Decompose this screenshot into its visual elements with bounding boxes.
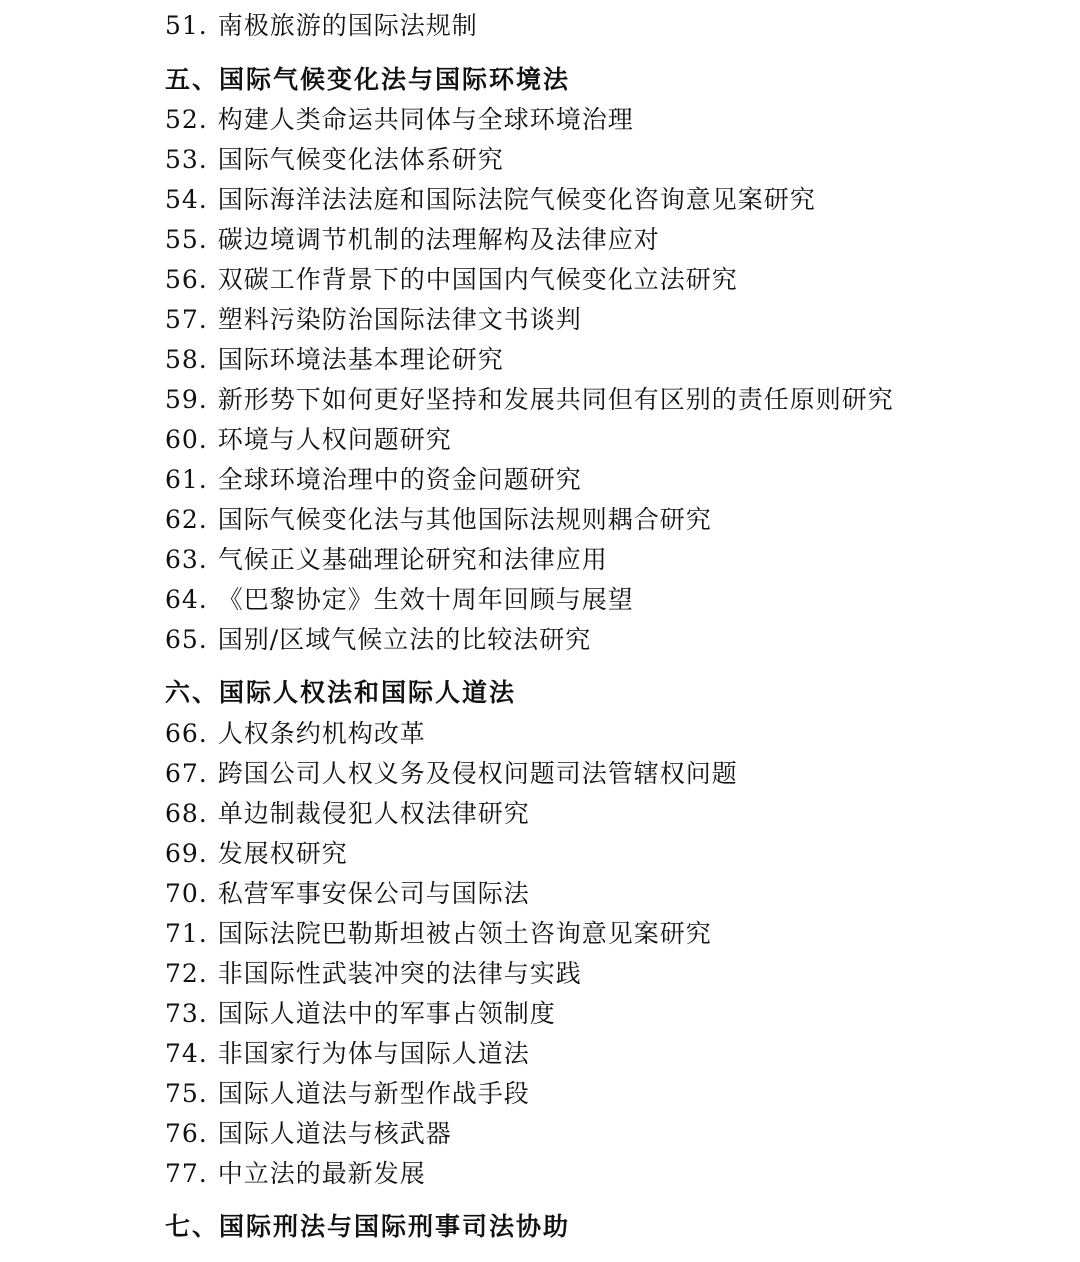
list-item	[165, 100, 634, 140]
item-number: 57.	[165, 305, 208, 334]
item-number: 55.	[165, 225, 208, 254]
list-item	[165, 1034, 530, 1074]
item-text: 中立法的最新发展	[217, 1159, 426, 1188]
item-number: 77.	[165, 1159, 208, 1188]
item-number: 51.	[165, 11, 208, 40]
section-heading: 七、国际刑法与国际刑事司法协助	[165, 1212, 571, 1241]
item-number: 56.	[165, 265, 208, 294]
item-text: 气候正义基础理论研究和法律应用	[217, 545, 608, 574]
item-text: 全球环境治理中的资金问题研究	[217, 465, 582, 494]
item-text: 国际海洋法法庭和国际法院气候变化咨询意见案研究	[217, 185, 816, 214]
list-item	[165, 220, 660, 260]
section-heading: 六、国际人权法和国际人道法	[165, 678, 517, 707]
item-text: 国别/区域气候立法的比较法研究	[217, 625, 592, 654]
item-number: 70.	[165, 879, 208, 908]
item-text: 国际环境法基本理论研究	[217, 345, 504, 374]
item-number: 71.	[165, 919, 208, 948]
item-number: 58.	[165, 345, 208, 374]
item-text: 塑料污染防治国际法律文书谈判	[217, 305, 582, 334]
item-number: 64.	[165, 585, 208, 614]
item-number: 53.	[165, 145, 208, 174]
item-number: 72.	[165, 959, 208, 988]
list-item	[165, 874, 530, 914]
list-item	[165, 620, 591, 660]
item-number: 68.	[165, 799, 208, 828]
list-item	[165, 6, 478, 46]
list-item	[165, 260, 738, 300]
item-number: 69.	[165, 839, 208, 868]
item-number: 54.	[165, 185, 208, 214]
item-number: 75.	[165, 1079, 208, 1108]
list-item	[165, 1154, 426, 1194]
item-number: 76.	[165, 1119, 208, 1148]
item-number: 59.	[165, 385, 208, 414]
list-item	[165, 580, 634, 620]
list-item	[165, 180, 816, 220]
item-text: 非国际性武装冲突的法律与实践	[217, 959, 582, 988]
item-number: 65.	[165, 625, 208, 654]
item-text: 单边制裁侵犯人权法律研究	[217, 799, 530, 828]
item-text: 构建人类命运共同体与全球环境治理	[217, 105, 634, 134]
item-text: 人权条约机构改革	[217, 719, 426, 748]
list-item	[165, 714, 426, 754]
list-item	[165, 1074, 530, 1114]
item-text: 南极旅游的国际法规制	[217, 11, 478, 40]
list-item	[165, 500, 712, 540]
list-item	[165, 794, 530, 834]
item-number: 73.	[165, 999, 208, 1028]
item-text: 非国家行为体与国际人道法	[217, 1039, 530, 1068]
section-heading: 五、国际气候变化法与国际环境法	[165, 65, 571, 94]
list-item	[165, 460, 582, 500]
list-item	[165, 420, 452, 460]
item-text: 双碳工作背景下的中国国内气候变化立法研究	[217, 265, 738, 294]
item-text: 私营军事安保公司与国际法	[217, 879, 530, 908]
list-item	[165, 340, 504, 380]
item-text: 环境与人权问题研究	[217, 425, 452, 454]
list-item	[165, 914, 712, 954]
list-item	[165, 540, 608, 580]
item-text: 国际气候变化法与其他国际法规则耦合研究	[217, 505, 712, 534]
item-text: 国际人道法中的军事占领制度	[217, 999, 556, 1028]
item-number: 60.	[165, 425, 208, 454]
list-item	[165, 1114, 452, 1154]
item-text: 国际人道法与新型作战手段	[217, 1079, 530, 1108]
item-number: 67.	[165, 759, 208, 788]
item-text: 国际人道法与核武器	[217, 1119, 452, 1148]
item-text: 国际气候变化法体系研究	[217, 145, 504, 174]
item-text: 国际法院巴勒斯坦被占领土咨询意见案研究	[217, 919, 712, 948]
item-number: 52.	[165, 105, 208, 134]
list-item	[165, 834, 348, 874]
item-text: 新形势下如何更好坚持和发展共同但有区别的责任原则研究	[217, 385, 894, 414]
item-number: 74.	[165, 1039, 208, 1068]
item-text: 发展权研究	[217, 839, 348, 868]
list-item	[165, 140, 504, 180]
item-text: 碳边境调节机制的法理解构及法律应对	[217, 225, 660, 254]
item-number: 63.	[165, 545, 208, 574]
item-number: 62.	[165, 505, 208, 534]
list-item	[165, 994, 556, 1034]
item-text: 跨国公司人权义务及侵权问题司法管辖权问题	[217, 759, 738, 788]
list-item	[165, 380, 894, 420]
item-number: 61.	[165, 465, 208, 494]
item-text: 《巴黎协定》生效十周年回顾与展望	[217, 585, 634, 614]
list-item	[165, 954, 582, 994]
list-item	[165, 300, 582, 340]
list-item	[165, 754, 738, 794]
item-number: 66.	[165, 719, 208, 748]
